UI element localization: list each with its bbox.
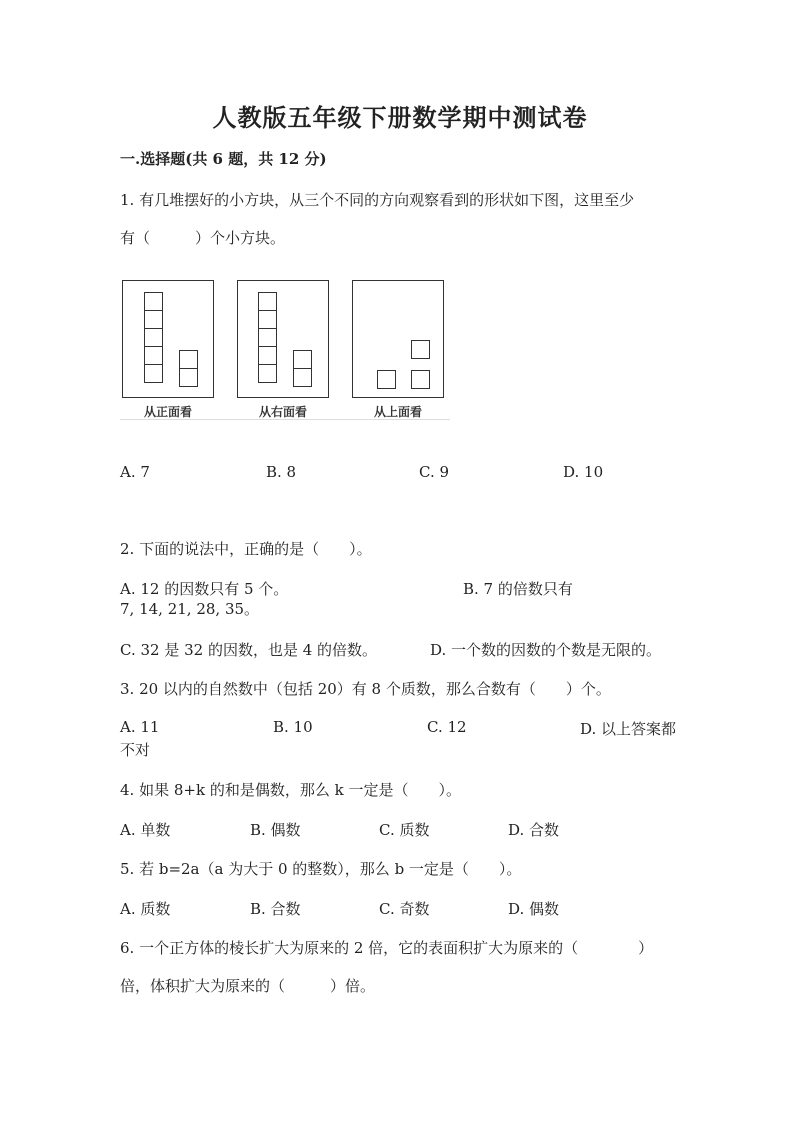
question-5-option-d[interactable]: D. 偶数 [508,900,560,918]
front-view-frame [122,280,214,398]
cube [144,364,163,383]
question-3-option-d[interactable]: D. 以上答案都 [580,720,677,738]
question-1-option-b[interactable]: B. 8 [266,463,297,481]
question-3-option-c[interactable]: C. 12 [427,718,467,736]
question-5-stem: 5. 若 b=2a（a 为大于 0 的整数），那么 b 一定是（ ）。 [120,860,522,878]
question-3-option-a[interactable]: A. 11 [120,718,160,736]
top-view-frame [352,280,444,398]
cube [258,346,277,365]
question-2-option-b[interactable]: B. 7 的倍数只有 [463,580,573,598]
cube [179,350,198,369]
cube [258,328,277,347]
figure-divider [120,419,450,420]
cube [377,370,396,389]
question-2-option-a[interactable]: A. 12 的因数只有 5 个。 [120,580,289,598]
cube [144,328,163,347]
cube [144,346,163,365]
question-5-option-b[interactable]: B. 合数 [250,900,301,918]
question-2-option-d[interactable]: D. 一个数的因数的个数是无限的。 [430,641,662,659]
question-4-stem: 4. 如果 8+k 的和是偶数，那么 k 一定是（ ）。 [120,781,461,799]
page-title: 人教版五年级下册数学期中测试卷 [212,103,588,132]
question-1-line-2: 有（ ）个小方块。 [120,229,286,247]
top-view-label: 从上面看 [373,405,422,419]
question-2-stem: 2. 下面的说法中，正确的是（ ）。 [120,540,372,558]
question-2-option-b-continued[interactable]: 7, 14, 21, 28, 35。 [120,600,260,618]
question-1-line-1: 1. 有几堆摆好的小方块，从三个不同的方向观察看到的形状如下图，这里至少 [120,191,635,209]
question-5-option-c[interactable]: C. 奇数 [379,900,430,918]
cube [258,292,277,311]
right-view-frame [237,280,329,398]
cube [144,292,163,311]
question-3-option-b[interactable]: B. 10 [273,718,313,736]
question-6-line-2: 倍，体积扩大为原来的（ ）倍。 [120,977,376,995]
question-4-option-b[interactable]: B. 偶数 [250,821,301,839]
cube [411,340,430,359]
cube [293,350,312,369]
cube [411,370,430,389]
question-4-option-d[interactable]: D. 合数 [508,821,560,839]
question-2-option-c[interactable]: C. 32 是 32 的因数，也是 4 的倍数。 [120,641,378,659]
question-3-stem: 3. 20 以内的自然数中（包括 20）有 8 个质数，那么合数有（ ）个。 [120,680,611,698]
question-6-line-1: 6. 一个正方体的棱长扩大为原来的 2 倍，它的表面积扩大为原来的（ ） [120,939,654,957]
cube [258,310,277,329]
question-1-option-d[interactable]: D. 10 [563,463,604,481]
question-1-option-c[interactable]: C. 9 [419,463,450,481]
right-view-label: 从右面看 [258,405,307,419]
front-view-label: 从正面看 [143,405,192,419]
cube [179,368,198,387]
question-5-option-a[interactable]: A. 质数 [120,900,171,918]
question-1-option-a[interactable]: A. 7 [120,463,150,481]
question-4-option-c[interactable]: C. 质数 [379,821,430,839]
question-3-option-d-continued[interactable]: 不对 [120,741,151,759]
cube [258,364,277,383]
cube [293,368,312,387]
cube [144,310,163,329]
section-heading: 一.选择题(共 6 题，共 12 分) [120,150,327,168]
question-4-option-a[interactable]: A. 单数 [120,821,171,839]
